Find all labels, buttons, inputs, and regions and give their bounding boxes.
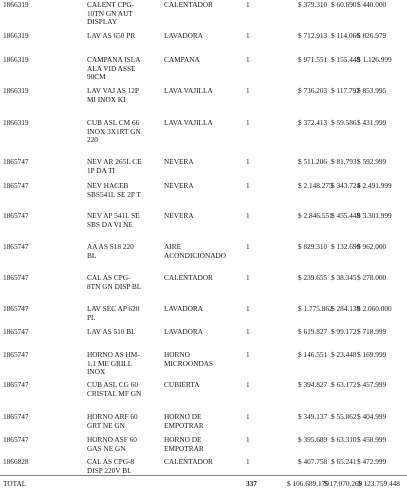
category-cell: LAVADORA	[164, 31, 204, 40]
net-amount-cell: $ 395.689	[298, 435, 328, 444]
quantity-cell: 1	[246, 435, 250, 444]
description-cell: CUB ASL CG 60 CRISTAL MF GN	[87, 380, 142, 398]
order-id-cell: 1865747	[3, 350, 29, 359]
tax-amount-cell: $ 55.862	[331, 412, 357, 421]
quantity-cell: 1	[246, 304, 250, 313]
total-amount-cell: $ 458.999	[357, 435, 387, 444]
total-quantity: 337	[246, 479, 257, 488]
description-cell: HORNO AS HM- 1.1 ME GRILL INOX	[87, 350, 140, 376]
net-amount-cell: $ 2.148.275	[298, 181, 333, 190]
order-id-cell: 1865747	[3, 412, 29, 421]
description-cell: HORNO ASF 60 GAS NE GN	[87, 435, 137, 453]
description-cell: CAMPANA ISLA ALA VID ASSE 90CM	[87, 55, 141, 81]
quantity-cell: 1	[246, 181, 250, 190]
tax-amount-cell: $ 284.138	[331, 304, 361, 313]
quantity-cell: 1	[246, 457, 250, 466]
quantity-cell: 1	[246, 327, 250, 336]
category-cell: LAVADORA	[164, 304, 204, 313]
net-amount-cell: $ 619.827	[298, 327, 328, 336]
net-amount-cell: $ 1.775.862	[298, 304, 333, 313]
total-amount-cell: $ 404.999	[357, 412, 387, 421]
order-id-cell: 1865747	[3, 304, 29, 313]
tax-amount-cell: $ 59.586	[331, 118, 357, 127]
total-amount-cell: $ 440.000	[357, 0, 387, 9]
net-amount-cell: $ 829.310	[298, 242, 328, 251]
tax-amount-cell: $ 455.448	[331, 211, 361, 220]
category-cell: AIRE ACONDICIONADO	[164, 242, 227, 260]
order-id-cell: 1866319	[3, 0, 29, 9]
tax-amount-cell: $ 38.345	[331, 273, 357, 282]
tax-amount-cell: $ 63.172	[331, 380, 357, 389]
quantity-cell: 1	[246, 55, 250, 64]
description-cell: CAL AS CPG- 8TN GN DISP BL	[87, 273, 142, 291]
tax-amount-cell: $ 132.690	[331, 242, 361, 251]
description-cell: NEV AP 541L SE SBS DA VI NE	[87, 211, 140, 229]
total-net-amount: $ 106.689.179	[287, 479, 329, 488]
quantity-cell: 1	[246, 350, 250, 359]
tax-amount-cell: $ 114.066	[331, 31, 360, 40]
total-amount-cell: $ 718.999	[357, 327, 387, 336]
net-amount-cell: $ 394.827	[298, 380, 328, 389]
category-cell: CALENTADOR	[164, 0, 213, 9]
category-cell: NEVERA	[164, 211, 194, 220]
description-cell: CUB ASL CM 66 INOX 3X1RT GN 220	[87, 118, 141, 144]
description-cell: AA AS S18 220 BL	[87, 242, 134, 260]
category-cell: CALENTADOR	[164, 273, 213, 282]
total-amount-cell: $ 826.979	[357, 31, 387, 40]
quantity-cell: 1	[246, 86, 250, 95]
description-cell: LAV VAJ AS 12P MI INOX KI	[87, 86, 139, 104]
order-id-cell: 1865747	[3, 435, 29, 444]
order-id-cell: 1865747	[3, 157, 29, 166]
total-amount-cell: $ 472.999	[357, 457, 387, 466]
net-amount-cell: $ 511.206	[298, 157, 327, 166]
quantity-cell: 1	[246, 412, 250, 421]
order-id-cell: 1866828	[3, 457, 29, 466]
tax-amount-cell: $ 65.241	[331, 457, 357, 466]
description-cell: CAL AS CPG-8 DISP 220V BL	[87, 457, 135, 475]
order-id-cell: 1865747	[3, 327, 29, 336]
category-cell: NEVERA	[164, 181, 194, 190]
order-id-cell: 1865747	[3, 380, 29, 389]
category-cell: CALENTADOR	[164, 457, 213, 466]
net-amount-cell: $ 736.203	[298, 86, 328, 95]
total-amount-cell: $ 3.301.999	[357, 211, 392, 220]
total-divider	[0, 475, 407, 476]
grand-total-amount: $ 123.759.448	[358, 479, 400, 488]
tax-amount-cell: $ 117.792	[331, 86, 360, 95]
net-amount-cell: $ 239.655	[298, 273, 328, 282]
order-id-cell: 1866319	[3, 55, 29, 64]
description-cell: LAV AS 650 PR	[87, 31, 136, 40]
tax-amount-cell: $ 23.448	[331, 350, 357, 359]
description-cell: CALENT CPG- 10TN GN AUT DISPLAY	[87, 0, 135, 26]
order-id-cell: 1866319	[3, 118, 29, 127]
order-id-cell: 1865747	[3, 242, 29, 251]
tax-amount-cell: $ 60.690	[331, 0, 357, 9]
net-amount-cell: $ 349.137	[298, 412, 328, 421]
tax-amount-cell: $ 343.724	[331, 181, 361, 190]
description-cell: HORNO ARF 60 GRT NE GN	[87, 412, 138, 430]
tax-amount-cell: $ 155.448	[331, 55, 361, 64]
category-cell: HORNO DE EMPOTRAR	[164, 412, 204, 430]
net-amount-cell: $ 712.913	[298, 31, 328, 40]
category-cell: NEVERA	[164, 157, 194, 166]
total-amount-cell: $ 2.060.000	[357, 304, 392, 313]
quantity-cell: 1	[246, 0, 250, 9]
quantity-cell: 1	[246, 31, 250, 40]
quantity-cell: 1	[246, 380, 250, 389]
net-amount-cell: $ 2.846.551	[298, 211, 333, 220]
net-amount-cell: $ 407.758	[298, 457, 328, 466]
description-cell: NEV AR 265L CE 1P DA TI	[87, 157, 142, 175]
total-amount-cell: $ 457.999	[357, 380, 387, 389]
category-cell: LAVA VAJILLA	[164, 86, 213, 95]
total-tax-amount: $ 17.070.269	[324, 479, 363, 488]
net-amount-cell: $ 372.413	[298, 118, 328, 127]
net-amount-cell: $ 379.310	[298, 0, 328, 9]
tax-amount-cell: $ 63.310	[331, 435, 357, 444]
net-amount-cell: $ 146.551	[298, 350, 328, 359]
total-amount-cell: $ 592.999	[357, 157, 387, 166]
description-cell: NEV HACEB SBS541L SE 2P T	[87, 181, 141, 199]
order-id-cell: 1866319	[3, 31, 29, 40]
total-amount-cell: $ 278.000	[357, 273, 387, 282]
quantity-cell: 1	[246, 157, 250, 166]
quantity-cell: 1	[246, 211, 250, 220]
category-cell: CAMPANA	[164, 55, 200, 64]
quantity-cell: 1	[246, 273, 250, 282]
order-id-cell: 1865747	[3, 181, 29, 190]
tax-amount-cell: $ 81.793	[331, 157, 357, 166]
quantity-cell: 1	[246, 118, 250, 127]
total-amount-cell: $ 431.999	[357, 118, 387, 127]
order-id-cell: 1865747	[3, 273, 29, 282]
quantity-cell: 1	[246, 242, 250, 251]
total-amount-cell: $ 853.995	[357, 86, 387, 95]
total-amount-cell: $ 2.491.999	[357, 181, 392, 190]
total-label: TOTAL	[3, 479, 27, 488]
category-cell: HORNO MICROONDAS	[164, 350, 214, 368]
total-amount-cell: $ 962.000	[357, 242, 387, 251]
order-id-cell: 1866319	[3, 86, 29, 95]
order-id-cell: 1865747	[3, 211, 29, 220]
total-amount-cell: $ 1.126.999	[357, 55, 392, 64]
total-amount-cell: $ 169.999	[357, 350, 387, 359]
category-cell: HORNO DE EMPOTRAR	[164, 435, 204, 453]
category-cell: CUBIERTA	[164, 380, 200, 389]
category-cell: LAVADORA	[164, 327, 204, 336]
description-cell: LAV SEC AP 620 PL	[87, 304, 140, 322]
description-cell: LAV AS 510 BL	[87, 327, 136, 336]
tax-amount-cell: $ 99.172	[331, 327, 357, 336]
net-amount-cell: $ 971.551	[298, 55, 328, 64]
category-cell: LAVA VAJILLA	[164, 118, 213, 127]
